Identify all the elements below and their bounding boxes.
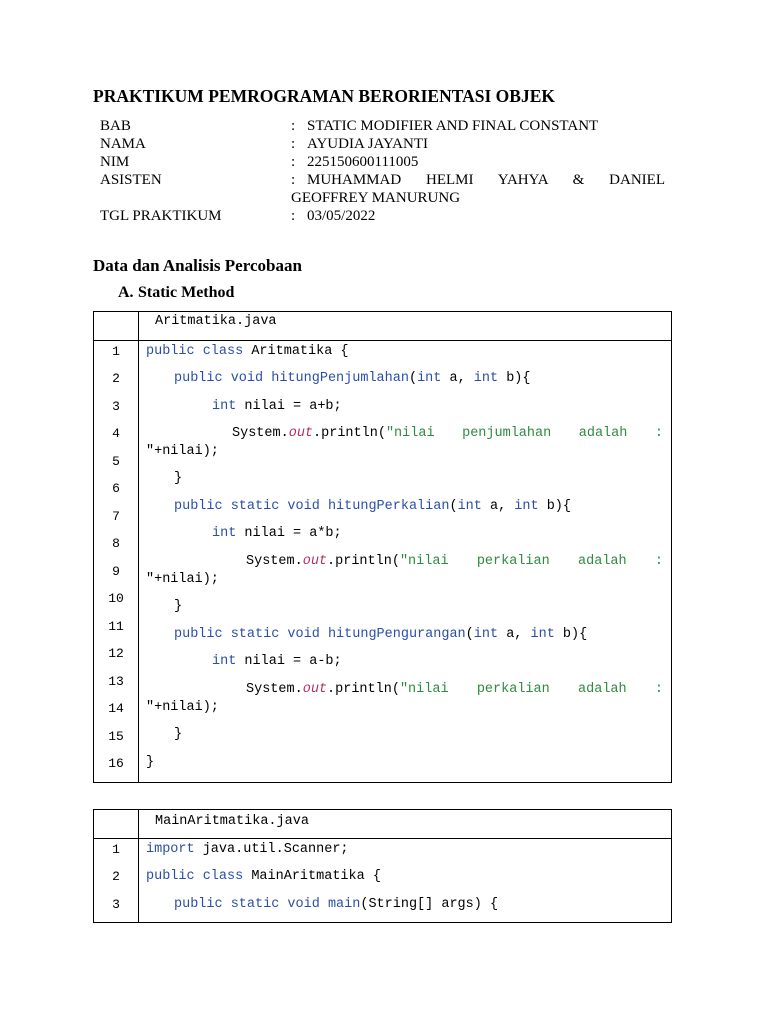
code-line: } xyxy=(174,599,183,614)
info-value-continued: GEOFFREY MANURUNG xyxy=(291,190,461,206)
code-line: } xyxy=(174,471,183,486)
info-table xyxy=(100,117,665,225)
line-number: 14 xyxy=(108,701,124,716)
document-title: PRAKTIKUM PEMROGRAMAN BERORIENTASI OBJEK xyxy=(93,86,555,106)
info-value: STATIC MODIFIER AND FINAL CONSTANT xyxy=(307,118,599,134)
line-number: 9 xyxy=(112,564,120,579)
code-line: import java.util.Scanner; xyxy=(146,842,349,857)
info-separator: : xyxy=(291,118,296,134)
code-line: } xyxy=(174,727,183,742)
line-number: 12 xyxy=(108,646,124,661)
line-number: 8 xyxy=(112,536,120,551)
line-number: 2 xyxy=(112,869,120,884)
line-number: 16 xyxy=(108,756,124,771)
code-line: } xyxy=(146,755,155,770)
line-number: 3 xyxy=(112,897,120,912)
code-block-aritmatika xyxy=(93,311,672,783)
code-line: int nilai = a-b; xyxy=(212,654,342,669)
line-number: 13 xyxy=(108,674,124,689)
code-line: public void hitungPenjumlahan(int a, int b){ xyxy=(174,371,531,386)
code-line: public class Aritmatika { xyxy=(146,344,349,359)
line-number: 1 xyxy=(112,344,120,359)
info-label: BAB xyxy=(100,118,131,134)
code-line: "+nilai); xyxy=(146,572,219,587)
info-row-tgl xyxy=(100,207,665,225)
code-filename: MainAritmatika.java xyxy=(155,814,309,829)
info-row-bab xyxy=(100,117,665,135)
info-separator: : xyxy=(291,154,296,170)
code-filename: Aritmatika.java xyxy=(155,314,277,329)
info-value: 03/05/2022 xyxy=(307,208,376,224)
subsection-heading xyxy=(118,284,234,302)
code-line: public class MainAritmatika { xyxy=(146,869,381,884)
info-label: NAMA xyxy=(100,136,146,152)
line-number: 15 xyxy=(108,729,124,744)
code-line: int nilai = a+b; xyxy=(212,399,342,414)
code-header xyxy=(94,810,671,839)
code-header xyxy=(94,312,671,341)
code-line: public static void hitungPengurangan(int a, int b){ xyxy=(174,627,588,642)
info-value: 225150600111005 xyxy=(307,154,419,170)
info-separator: : xyxy=(291,208,296,224)
code-line: public static void main(String[] args) { xyxy=(174,897,499,912)
subsection-title: Static Method xyxy=(138,284,235,301)
line-number: 6 xyxy=(112,481,120,496)
line-number: 4 xyxy=(112,426,120,441)
info-label: NIM xyxy=(100,154,130,170)
line-number: 2 xyxy=(112,371,120,386)
code-block-main-aritmatika xyxy=(93,809,672,923)
subsection-marker: A. xyxy=(118,284,134,301)
line-number: 11 xyxy=(108,619,124,634)
code-line: "+nilai); xyxy=(146,700,219,715)
code-line: public static void hitungPerkalian(int a, int b){ xyxy=(174,499,572,514)
code-body xyxy=(94,839,671,923)
line-number: 5 xyxy=(112,454,120,469)
info-separator: : xyxy=(291,136,296,152)
section-heading: Data dan Analisis Percobaan xyxy=(93,256,302,275)
info-label: TGL PRAKTIKUM xyxy=(100,208,222,224)
info-row-asisten-cont xyxy=(100,189,665,207)
info-value: MUHAMMAD HELMI YAHYA & DANIEL xyxy=(307,172,665,188)
info-row-asisten xyxy=(100,171,665,189)
line-number: 10 xyxy=(108,591,124,606)
info-row-nama xyxy=(100,135,665,153)
info-row-nim xyxy=(100,153,665,171)
code-line: int nilai = a*b; xyxy=(212,526,342,541)
code-line: "+nilai); xyxy=(146,444,219,459)
line-number: 1 xyxy=(112,842,120,857)
code-line: System.out.println("nilai perkalian adalah : xyxy=(246,682,663,697)
code-body xyxy=(94,341,671,783)
info-label: ASISTEN xyxy=(100,172,162,188)
info-separator: : xyxy=(291,172,296,188)
code-line: System.out.println("nilai perkalian adalah : xyxy=(246,554,663,569)
info-value: AYUDIA JAYANTI xyxy=(307,136,428,152)
line-number: 7 xyxy=(112,509,120,524)
line-number: 3 xyxy=(112,399,120,414)
code-line: System.out.println("nilai penjumlahan adalah : xyxy=(232,426,663,441)
